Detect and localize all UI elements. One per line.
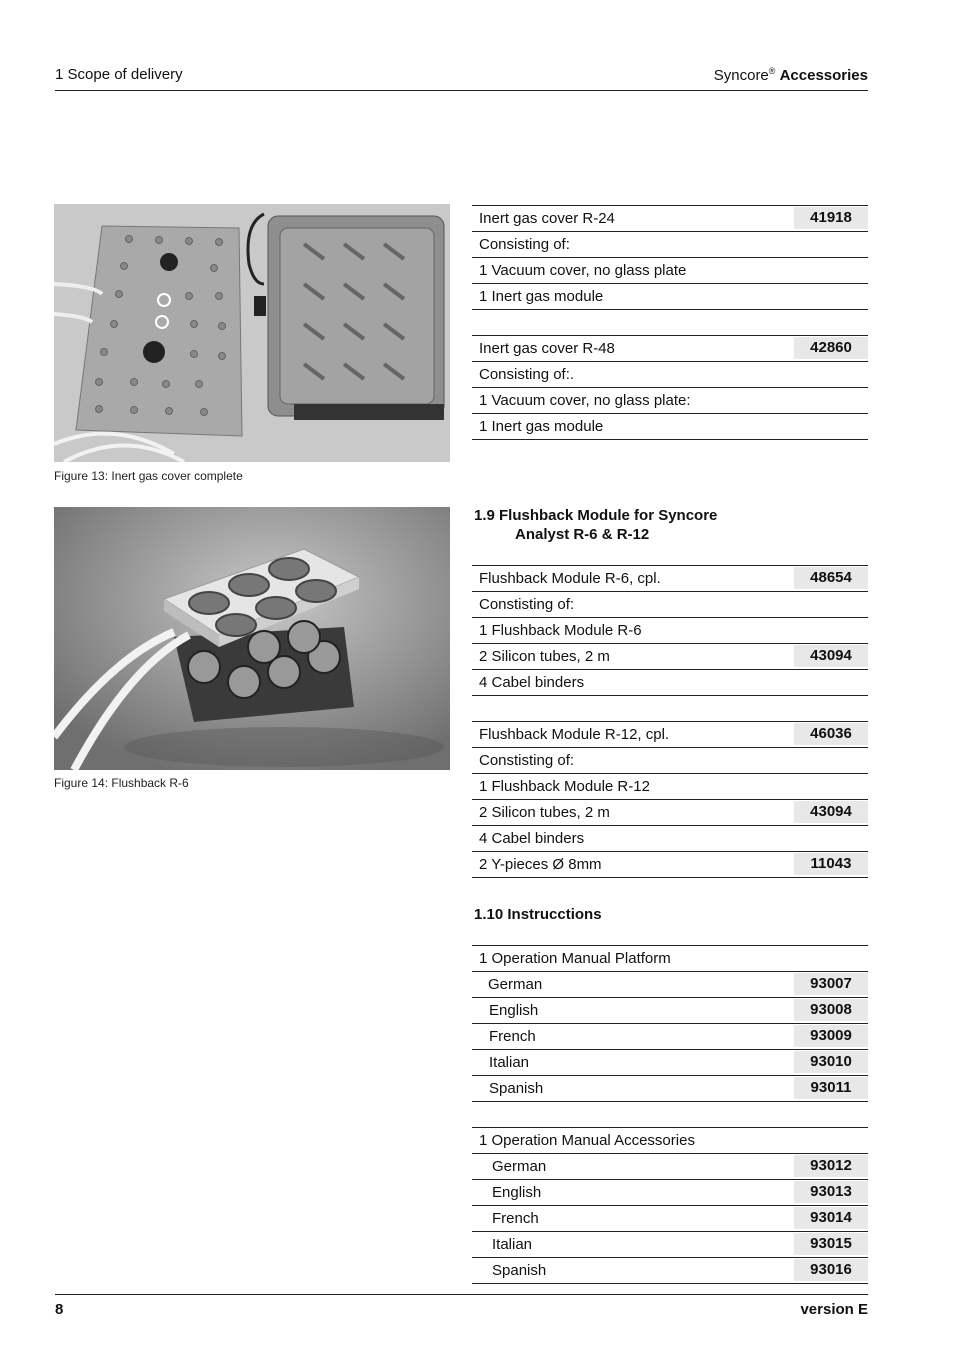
item-label: Inert gas cover R-24 [479,210,615,227]
article-number: 11043 [794,853,868,875]
article-number: 93010 [794,1051,868,1073]
header-section: 1 Scope of delivery [55,66,183,83]
article-number: 93014 [794,1207,868,1229]
language-label: French [489,1028,536,1045]
table-row [472,1206,868,1232]
instructions-table [472,945,868,1284]
language-label: Spanish [492,1262,547,1279]
table-row [472,722,868,748]
item-label: Flushback Module R-12, cpl. [479,726,670,743]
table-row [472,1076,868,1102]
item-label: 1 Inert gas module [479,288,604,305]
table-row [472,388,868,414]
item-label: 1 Vacuum cover, no glass plate [479,262,687,279]
section-heading-line1: 1.9 Flushback Module for Syncore [474,507,718,524]
page-number: 8 [55,1301,64,1318]
table-row [472,774,868,800]
article-number: 93016 [794,1259,868,1281]
section-heading-1-9 [474,506,717,544]
language-label: Italian [489,1054,530,1071]
article-number: 93012 [794,1155,868,1177]
page-header [55,64,868,91]
inert-gas-cover-table [472,205,868,440]
item-label: Flushback Module R-6, cpl. [479,570,661,587]
article-number: 48654 [794,567,868,589]
table-row [472,414,868,440]
item-label: Constisting of: [479,596,575,613]
figure-flushback-r6 [54,507,450,770]
item-label: 1 Inert gas module [479,418,604,435]
table-row [472,232,868,258]
item-label: Consisting of:. [479,366,575,383]
table-row [472,1180,868,1206]
table-row [472,644,868,670]
item-label: 2 Silicon tubes, 2 m [479,648,610,665]
registered-mark: ® [768,66,776,76]
article-number: 93008 [794,999,868,1021]
table-row [472,1050,868,1076]
table-row [472,800,868,826]
table-row [472,826,868,852]
figure-14-caption: Figure 14: Flushback R-6 [54,776,189,790]
table-row [472,1232,868,1258]
article-number: 93013 [794,1181,868,1203]
table-row-spacer [472,1102,868,1128]
table-row [472,1154,868,1180]
item-label: 4 Cabel binders [479,830,585,847]
table-row [472,336,868,362]
item-label: 2 Silicon tubes, 2 m [479,804,610,821]
item-label: Constisting of: [479,752,575,769]
table-row-spacer [472,310,868,336]
item-label: 1 Flushback Module R-6 [479,622,642,639]
item-label: 1 Flushback Module R-12 [479,778,650,795]
language-label: Italian [492,1236,533,1253]
article-number: 93015 [794,1233,868,1255]
table-row [472,258,868,284]
language-label: Spanish [489,1080,544,1097]
item-label: 2 Y-pieces Ø 8mm [479,856,602,873]
item-label: 1 Operation Manual Accessories [479,1132,695,1149]
language-label: German [492,1158,547,1175]
section-heading-title: 1.10 Instrucctions [474,906,602,923]
table-row [472,565,868,592]
flushback-module-table [472,565,868,878]
article-number: 43094 [794,645,868,667]
language-label: French [492,1210,539,1227]
item-label: 1 Operation Manual Platform [479,950,671,967]
table-row [472,670,868,696]
table-row [472,852,868,878]
header-title-group [714,66,868,84]
figure-inert-gas-cover [54,204,450,462]
header-title: Accessories [779,67,868,84]
language-label: German [488,976,543,993]
language-label: English [492,1184,542,1201]
table-row [472,972,868,998]
figure-13-caption: Figure 13: Inert gas cover complete [54,469,243,483]
article-number: 42860 [794,337,868,359]
item-label: Consisting of: [479,236,570,253]
table-row [472,1128,868,1154]
table-row [472,362,868,388]
table-row [472,592,868,618]
version-label: version E [800,1301,868,1318]
page-footer [55,1294,868,1318]
table-row [472,284,868,310]
table-row [472,1258,868,1284]
table-row [472,945,868,972]
article-number: 43094 [794,801,868,823]
item-label: 1 Vacuum cover, no glass plate: [479,392,691,409]
item-label: Inert gas cover R-48 [479,340,615,357]
table-row [472,998,868,1024]
section-heading-line2: Analyst R-6 & R-12 [515,526,650,543]
table-row [472,618,868,644]
article-number: 93007 [794,973,868,995]
article-number: 46036 [794,723,868,745]
language-label: English [489,1002,539,1019]
article-number: 93009 [794,1025,868,1047]
header-brand: Syncore [713,67,769,84]
table-row [472,1024,868,1050]
article-number: 41918 [794,207,868,229]
table-row [472,748,868,774]
table-row-spacer [472,696,868,722]
section-heading-1-10 [474,905,602,924]
article-number: 93011 [794,1077,868,1099]
table-row [472,205,868,232]
item-label: 4 Cabel binders [479,674,585,691]
